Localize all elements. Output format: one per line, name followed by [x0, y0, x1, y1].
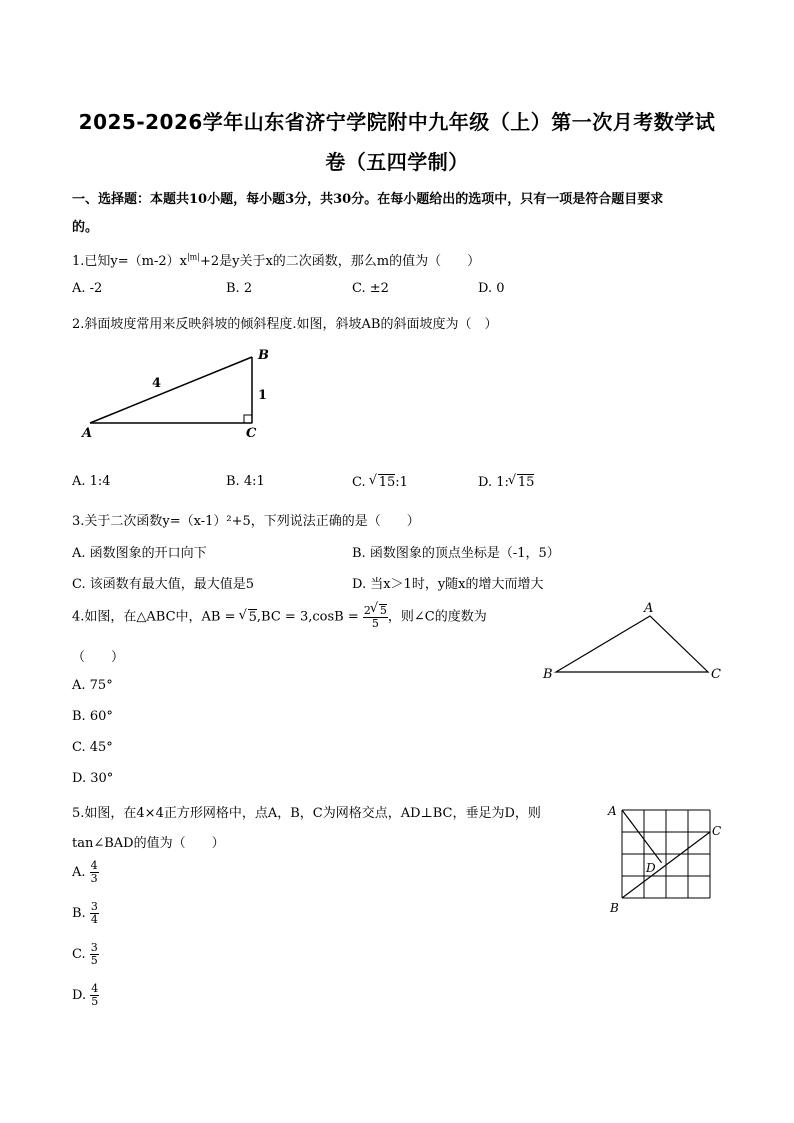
page-title-line2: 卷（五四学制）: [325, 150, 469, 174]
q1-stem-a: 1.已知y=（m-2）x: [72, 254, 187, 269]
q3-option-a: A. 函数图象的开口向下: [72, 546, 207, 561]
q5-option-c: [72, 942, 99, 967]
q5-option-d-num: 4: [91, 982, 99, 995]
q2-length-bc: 1: [258, 388, 268, 403]
section-heading-line1: 一、选择题：本题共10小题，每小题3分，共30分。在每小题给出的选项中，只有一项是符合题目要求: [72, 192, 664, 207]
q5-option-a-label: A.: [72, 865, 86, 880]
q3-option-b: B. 函数图象的顶点坐标是（-1，5）: [352, 546, 560, 561]
q2-label-a: A: [82, 426, 93, 440]
question-4-stem: [72, 604, 487, 630]
q4-cos-fraction: [363, 604, 388, 630]
q2-option-a: A. 1:4: [72, 474, 111, 489]
q4-stem-a: 4.如图，在△ABC中，AB =: [72, 609, 240, 625]
q5-label-d: D: [646, 861, 656, 875]
q5-segment-ad: [622, 810, 662, 863]
q5-option-d-label: D.: [72, 988, 87, 1003]
q5-option-c-label: C.: [72, 947, 86, 962]
q5-option-a-den: 3: [90, 872, 98, 885]
q5-option-c-den: 5: [90, 954, 98, 967]
q4-figure-triangle: [538, 598, 728, 688]
q2-side-ab: [90, 357, 252, 423]
question-3-stem: 3.关于二次函数y=（x-1）²+5，下列说法正确的是（ ）: [72, 514, 420, 529]
question-5-stem-line1: 5.如图，在4×4正方形网格中，点A，B，C为网格交点，AD⊥BC，垂足为D，则: [72, 806, 541, 821]
q5-option-b-den: 4: [90, 913, 98, 926]
q2-option-d-prefix: D. 1:: [478, 475, 509, 490]
q4-frac-radicand: √ 5: [379, 604, 387, 617]
q1-option-a: A. -2: [72, 281, 103, 296]
question-2-stem: 2.斜面坡度常用来反映斜坡的倾斜程度.如图，斜坡AB的斜面坡度为（ ）: [72, 317, 498, 332]
q1-exponent: |m|: [186, 252, 200, 262]
q4-frac-den: 5: [371, 617, 379, 630]
q4-label-a: A: [644, 601, 654, 616]
q2-option-c-prefix: C.: [352, 475, 370, 490]
q5-label-a: A: [608, 804, 617, 818]
q5-option-c-num: 3: [90, 941, 98, 954]
question-5-stem-line2: tan∠BAD的值为（ ）: [72, 836, 225, 851]
q4-option-b: B. 60°: [72, 709, 113, 724]
q5-label-c: C: [712, 824, 722, 838]
q5-option-b-label: B.: [72, 906, 86, 921]
q5-option-d-den: 5: [91, 995, 99, 1008]
q5-option-a: [72, 860, 99, 885]
q2-option-b: B. 4:1: [226, 474, 265, 489]
q1-option-d: D. 0: [478, 281, 505, 296]
q1-option-c: C. ±2: [352, 281, 389, 296]
q4-answer-paren: （ ）: [72, 650, 125, 665]
q4-triangle-abc: [556, 616, 708, 672]
q5-label-b: B: [610, 901, 619, 915]
page-title-line1: 2025-2026学年山东省济宁学院附中九年级（上）第一次月考数学试: [78, 110, 716, 134]
q5-grid-lines: [622, 810, 710, 898]
q4-label-c: C: [711, 667, 721, 682]
q4-stem-b: ,BC = 3,cosB =: [256, 609, 363, 625]
q4-radical-ab: √ 5: [248, 609, 257, 625]
section-heading-line2: 的。: [72, 220, 99, 235]
q2-length-ab: 4: [152, 376, 162, 391]
q3-option-c: C. 该函数有最大值，最大值是5: [72, 577, 255, 592]
q2-option-d: [478, 474, 534, 490]
q5-figure-grid: [604, 800, 734, 918]
q4-stem-c: ，则∠C的度数为: [387, 609, 487, 625]
q4-option-c: C. 45°: [72, 740, 113, 755]
q2-option-c: [352, 474, 408, 490]
q5-option-b-num: 3: [90, 900, 98, 913]
question-1-stem: [72, 250, 480, 269]
q4-option-d: D. 30°: [72, 771, 114, 786]
q2-label-c: C: [246, 426, 257, 440]
q3-option-d: D. 当x＞1时，y随x的增大而增大: [352, 577, 544, 592]
q1-stem-b: +2是y关于x的二次函数，那么m的值为（ ）: [199, 254, 481, 269]
q2-right-angle-mark: [244, 415, 252, 423]
q5-option-d: [72, 983, 99, 1008]
q4-option-a: A. 75°: [72, 678, 113, 693]
q5-option-a-num: 4: [90, 859, 98, 872]
q2-label-b: B: [258, 348, 269, 363]
q1-option-b: B. 2: [226, 281, 253, 296]
q4-label-b: B: [543, 667, 553, 682]
q2-option-d-radicand: √ 15: [517, 474, 535, 490]
q5-option-b: [72, 901, 99, 926]
q2-figure-right-triangle: [80, 345, 280, 440]
q2-option-c-radicand: √ 15: [378, 474, 396, 490]
q4-frac-coef: 2: [363, 604, 371, 617]
q2-option-c-suffix: :1: [395, 475, 408, 490]
